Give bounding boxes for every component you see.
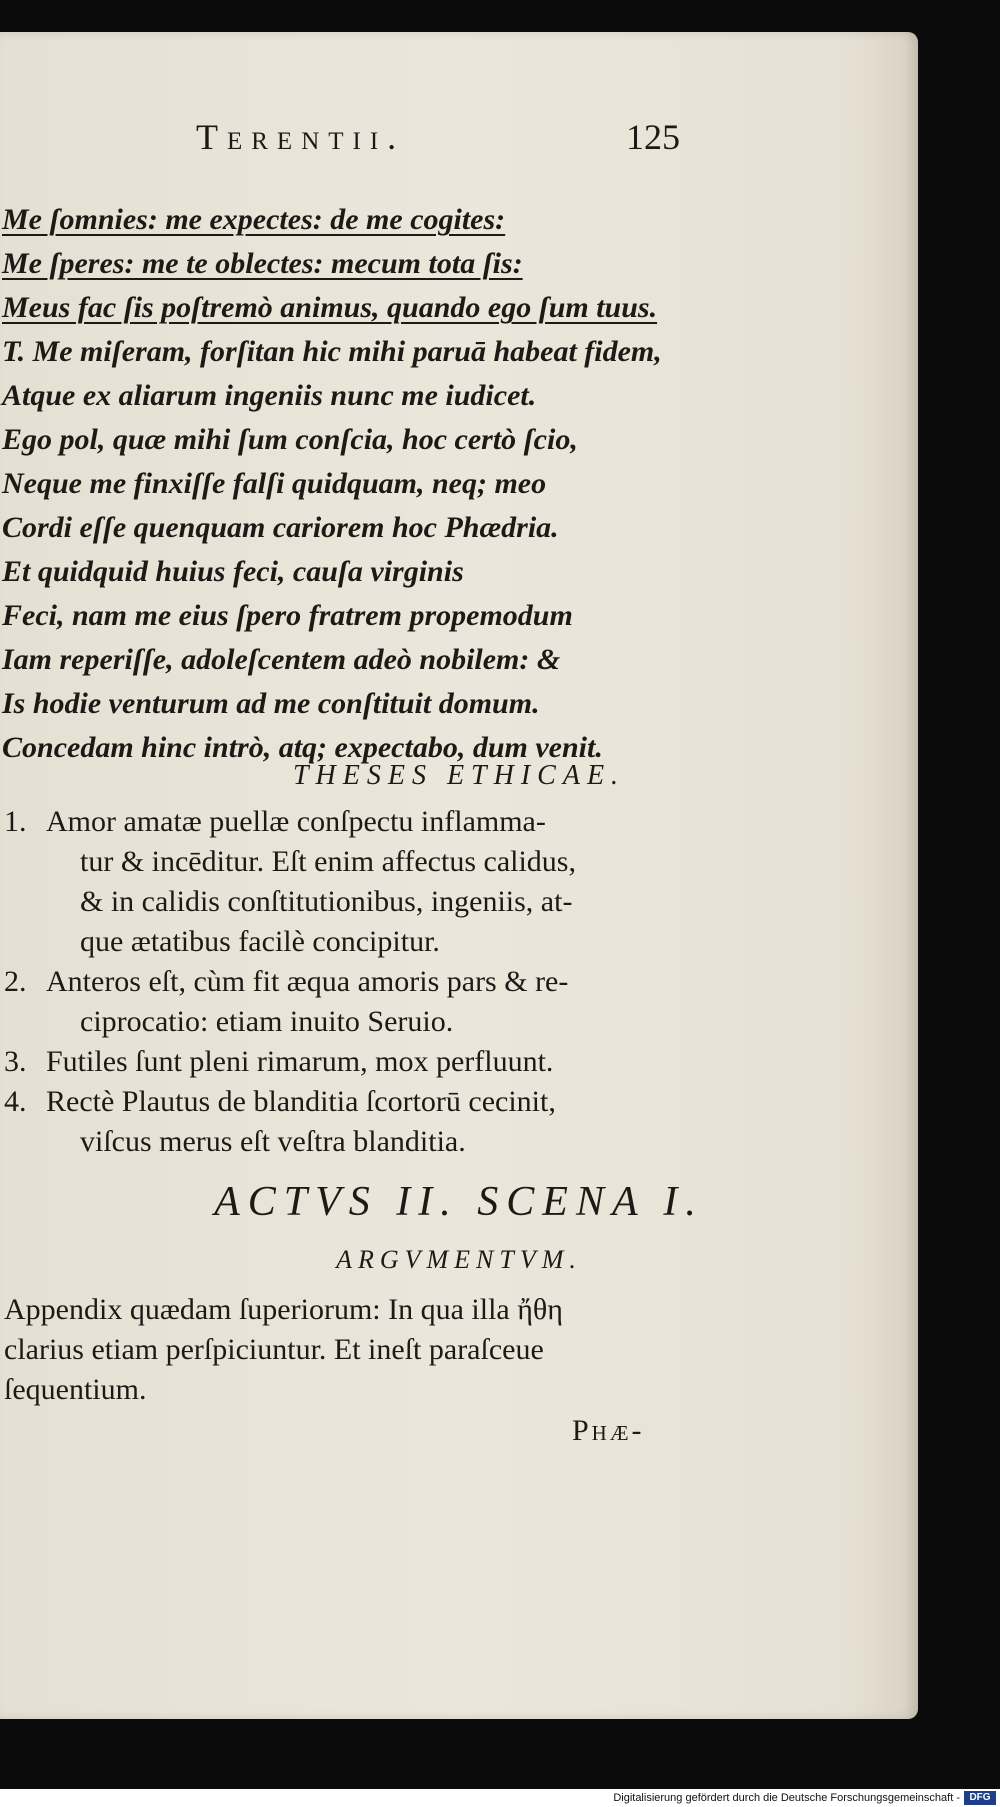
act-heading: ACTVS II. SCENA I. <box>214 1179 704 1225</box>
thesis-line: Futiles ſunt pleni rimarum, mox perfluunt. <box>46 1045 554 1078</box>
argument-line: Appendix quædam ſuperiorum: In qua illa ἤθη <box>4 1293 563 1326</box>
catchword: Phæ- <box>572 1414 645 1447</box>
thesis-line: que ætatibus facilè concipitur. <box>80 925 440 958</box>
verse-line: Cordi eſſe quenquam cariorem hoc Phædria. <box>2 511 559 544</box>
thesis-line: & in calidis conſtitutionibus, ingeniis, at- <box>80 885 573 918</box>
thesis-item <box>0 802 900 962</box>
verse-line: Feci, nam me eius ſpero fratrem propemodum <box>2 599 573 632</box>
verse-line: Me ſomnies: me expectes: de me cogites: <box>2 203 506 236</box>
verse-line: Et quidquid huius feci, cauſa virginis <box>2 555 464 588</box>
thesis-number: 4. <box>4 1085 27 1118</box>
page-header <box>0 116 918 166</box>
argument-line: ſequentium. <box>4 1373 147 1406</box>
thesis-number: 3. <box>4 1045 27 1078</box>
verse-line: Concedam hinc intrò, atq; expectabo, dum venit. <box>2 731 603 764</box>
digitization-footer <box>0 1789 1000 1807</box>
thesis-line: tur & incēditur. Eſt enim affectus calidus, <box>80 845 576 878</box>
verse-line: Meus fac ſis poſtremò animus, quando ego ſum tuus. <box>2 291 658 324</box>
theses-list <box>0 802 900 1162</box>
verse-line: Me ſperes: me te oblectes: mecum tota ſis: <box>2 247 523 280</box>
verse-line: T. Me miſeram, forſitan hic mihi paruā habeat fidem, <box>2 335 662 368</box>
argument-line: clarius etiam perſpiciuntur. Et ineſt paraſceue <box>4 1333 544 1366</box>
running-title: Terentii. <box>196 117 406 157</box>
thesis-item <box>0 1042 900 1082</box>
verse-line: Iam reperiſſe, adoleſcentem adeò nobilem: & <box>2 643 561 676</box>
thesis-line: Amor amatæ puellæ conſpectu inflamma- <box>46 805 546 838</box>
verse-line: Ego pol, quæ mihi ſum conſcia, hoc certò ſcio, <box>2 423 578 456</box>
theses-heading: THESES ETHICAE. <box>292 760 626 791</box>
verse-line: Neque me finxiſſe falſi quidquam, neq; meo <box>2 467 547 500</box>
verse-line: Atque ex aliarum ingeniis nunc me iudicet. <box>2 379 537 412</box>
thesis-number: 2. <box>4 965 27 998</box>
thesis-line: viſcus merus eſt veſtra blanditia. <box>80 1125 466 1158</box>
argument-heading: ARGVMENTVM. <box>336 1245 582 1274</box>
thesis-line: ciprocatio: etiam inuito Seruio. <box>80 1005 454 1038</box>
book-page <box>0 32 918 1719</box>
thesis-item <box>0 962 900 1042</box>
verse-line: Is hodie venturum ad me conſtituit domum. <box>2 687 540 720</box>
thesis-line: Rectè Plautus de blanditia ſcortorū cecinit, <box>46 1085 556 1118</box>
thesis-item <box>0 1082 900 1162</box>
thesis-number: 1. <box>4 805 27 838</box>
argument-text <box>4 1290 674 1410</box>
funding-note: Digitalisierung gefördert durch die Deutsche Forschungsgemeinschaft - <box>613 1792 960 1804</box>
page-number: 125 <box>626 117 680 157</box>
thesis-line: Anteros eſt, cùm fit æqua amoris pars & re- <box>46 965 569 998</box>
dfg-logo: DFG <box>964 1791 996 1805</box>
verse-block <box>2 198 902 770</box>
